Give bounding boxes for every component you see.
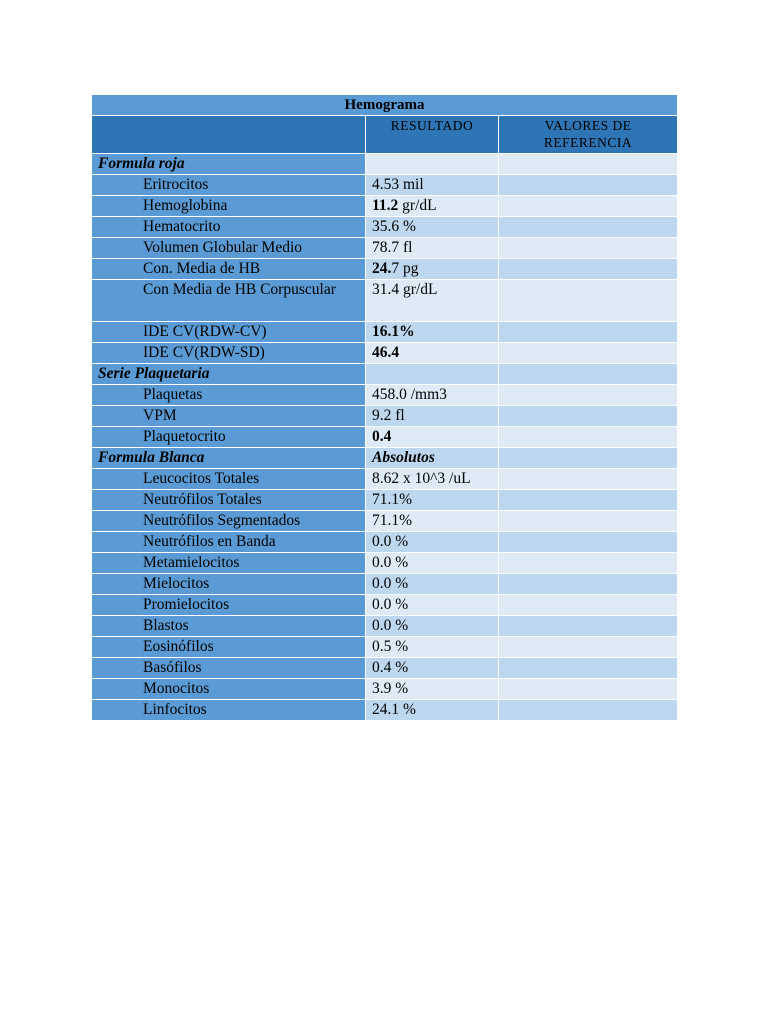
section-label: Formula roja (92, 154, 366, 175)
result-value-bold: 11.2 (372, 197, 399, 214)
result-cell (366, 259, 499, 280)
result-value-bold: 16.1% (372, 323, 415, 340)
result-value: 0.0 % (372, 575, 409, 592)
result-value: 4.53 mil (372, 176, 424, 193)
result-value: 0.0 % (372, 596, 409, 613)
reference-cell (499, 511, 678, 532)
header-parameter (92, 116, 366, 154)
result-cell (366, 490, 499, 511)
result-cell (366, 322, 499, 343)
table-row (92, 574, 678, 595)
parameter-label: Leucocitos Totales (92, 469, 366, 490)
table-row (92, 196, 678, 217)
result-cell (366, 616, 499, 637)
reference-cell (499, 574, 678, 595)
result-value: 78.7 fl (372, 239, 413, 256)
reference-cell (499, 322, 678, 343)
result-cell: Absolutos (366, 448, 499, 469)
result-value: 0.0 % (372, 554, 409, 571)
result-cell (366, 196, 499, 217)
table-row (92, 637, 678, 658)
reference-cell (499, 196, 678, 217)
header-valores-referencia: VALORES DE REFERENCIA (499, 116, 678, 154)
table-row (92, 280, 678, 322)
reference-cell (499, 364, 678, 385)
result-cell (366, 280, 499, 322)
reference-cell (499, 679, 678, 700)
result-value: 8.62 x 10^3 /uL (372, 470, 471, 487)
parameter-label: Metamielocitos (92, 553, 366, 574)
parameter-label: IDE CV(RDW-CV) (92, 322, 366, 343)
parameter-label: Eosinófilos (92, 637, 366, 658)
reference-cell (499, 448, 678, 469)
table-row (92, 217, 678, 238)
reference-cell (499, 616, 678, 637)
result-cell (366, 469, 499, 490)
result-cell (366, 637, 499, 658)
section-row (92, 448, 678, 469)
table-row (92, 658, 678, 679)
table-row (92, 427, 678, 448)
result-value: 0.5 % (372, 638, 409, 655)
result-value: 0.4 % (372, 659, 409, 676)
table-title: Hemograma (92, 95, 678, 116)
parameter-label: Plaquetas (92, 385, 366, 406)
parameter-label: Linfocitos (92, 700, 366, 721)
result-cell (366, 700, 499, 721)
reference-cell (499, 427, 678, 448)
result-cell (366, 364, 499, 385)
reference-cell (499, 175, 678, 196)
reference-cell (499, 595, 678, 616)
result-value: 0.0 % (372, 617, 409, 634)
result-value: 7 pg (391, 260, 419, 277)
section-row (92, 364, 678, 385)
result-cell (366, 679, 499, 700)
table-row (92, 532, 678, 553)
result-value: 71.1% (372, 491, 413, 508)
reference-cell (499, 700, 678, 721)
table-row (92, 511, 678, 532)
reference-cell (499, 385, 678, 406)
result-cell (366, 217, 499, 238)
reference-cell (499, 406, 678, 427)
result-value: 3.9 % (372, 680, 409, 697)
parameter-label: Blastos (92, 616, 366, 637)
parameter-label: Neutrófilos Segmentados (92, 511, 366, 532)
parameter-label: Neutrófilos Totales (92, 490, 366, 511)
result-value: 24.1 % (372, 701, 416, 718)
result-cell (366, 154, 499, 175)
result-value: 9.2 fl (372, 407, 405, 424)
table-row (92, 406, 678, 427)
parameter-label: IDE CV(RDW-SD) (92, 343, 366, 364)
reference-cell (499, 238, 678, 259)
result-value: 31.4 gr/dL (372, 281, 438, 298)
reference-cell (499, 217, 678, 238)
reference-cell (499, 490, 678, 511)
table-row (92, 553, 678, 574)
result-value: gr/dL (398, 197, 437, 214)
table-row (92, 490, 678, 511)
result-cell (366, 427, 499, 448)
result-cell (366, 574, 499, 595)
parameter-label: Basófilos (92, 658, 366, 679)
reference-cell (499, 637, 678, 658)
result-value: 71.1% (372, 512, 413, 529)
result-value: 458.0 /mm3 (372, 386, 447, 403)
result-value: 35.6 % (372, 218, 416, 235)
table-row (92, 343, 678, 364)
reference-cell (499, 154, 678, 175)
result-cell (366, 511, 499, 532)
table-row (92, 385, 678, 406)
parameter-label: Hematocrito (92, 217, 366, 238)
reference-cell (499, 553, 678, 574)
hemograma-table (91, 94, 678, 721)
parameter-label: Hemoglobina (92, 196, 366, 217)
table-row (92, 595, 678, 616)
result-value-bold: 46.4 (372, 344, 400, 361)
result-cell (366, 175, 499, 196)
parameter-label: Monocitos (92, 679, 366, 700)
result-cell (366, 595, 499, 616)
reference-cell (499, 532, 678, 553)
reference-cell (499, 469, 678, 490)
table-row (92, 259, 678, 280)
table-row (92, 469, 678, 490)
parameter-label: Promielocitos (92, 595, 366, 616)
parameter-label: Con. Media de HB (92, 259, 366, 280)
section-label: Formula Blanca (92, 448, 366, 469)
header-resultado: RESULTADO (366, 116, 499, 154)
reference-cell (499, 259, 678, 280)
parameter-label: Con Media de HB Corpuscular (92, 280, 366, 322)
table-row (92, 322, 678, 343)
parameter-label: Volumen Globular Medio (92, 238, 366, 259)
result-cell (366, 385, 499, 406)
table-row (92, 175, 678, 196)
table-row (92, 700, 678, 721)
table-row (92, 679, 678, 700)
result-cell (366, 553, 499, 574)
parameter-label: Eritrocitos (92, 175, 366, 196)
parameter-label: Mielocitos (92, 574, 366, 595)
parameter-label: Plaquetocrito (92, 427, 366, 448)
parameter-label: Neutrófilos en Banda (92, 532, 366, 553)
table-row (92, 616, 678, 637)
table-row (92, 238, 678, 259)
section-label: Serie Plaquetaria (92, 364, 366, 385)
result-value-bold: 24. (372, 260, 392, 277)
result-cell (366, 238, 499, 259)
result-cell (366, 343, 499, 364)
result-cell (366, 406, 499, 427)
reference-cell (499, 343, 678, 364)
result-value-bold: 0.4 (372, 428, 392, 445)
parameter-label: VPM (92, 406, 366, 427)
section-row (92, 154, 678, 175)
table-body (92, 154, 678, 721)
result-value: 0.0 % (372, 533, 409, 550)
reference-cell (499, 280, 678, 322)
reference-cell (499, 658, 678, 679)
result-cell (366, 532, 499, 553)
result-cell (366, 658, 499, 679)
